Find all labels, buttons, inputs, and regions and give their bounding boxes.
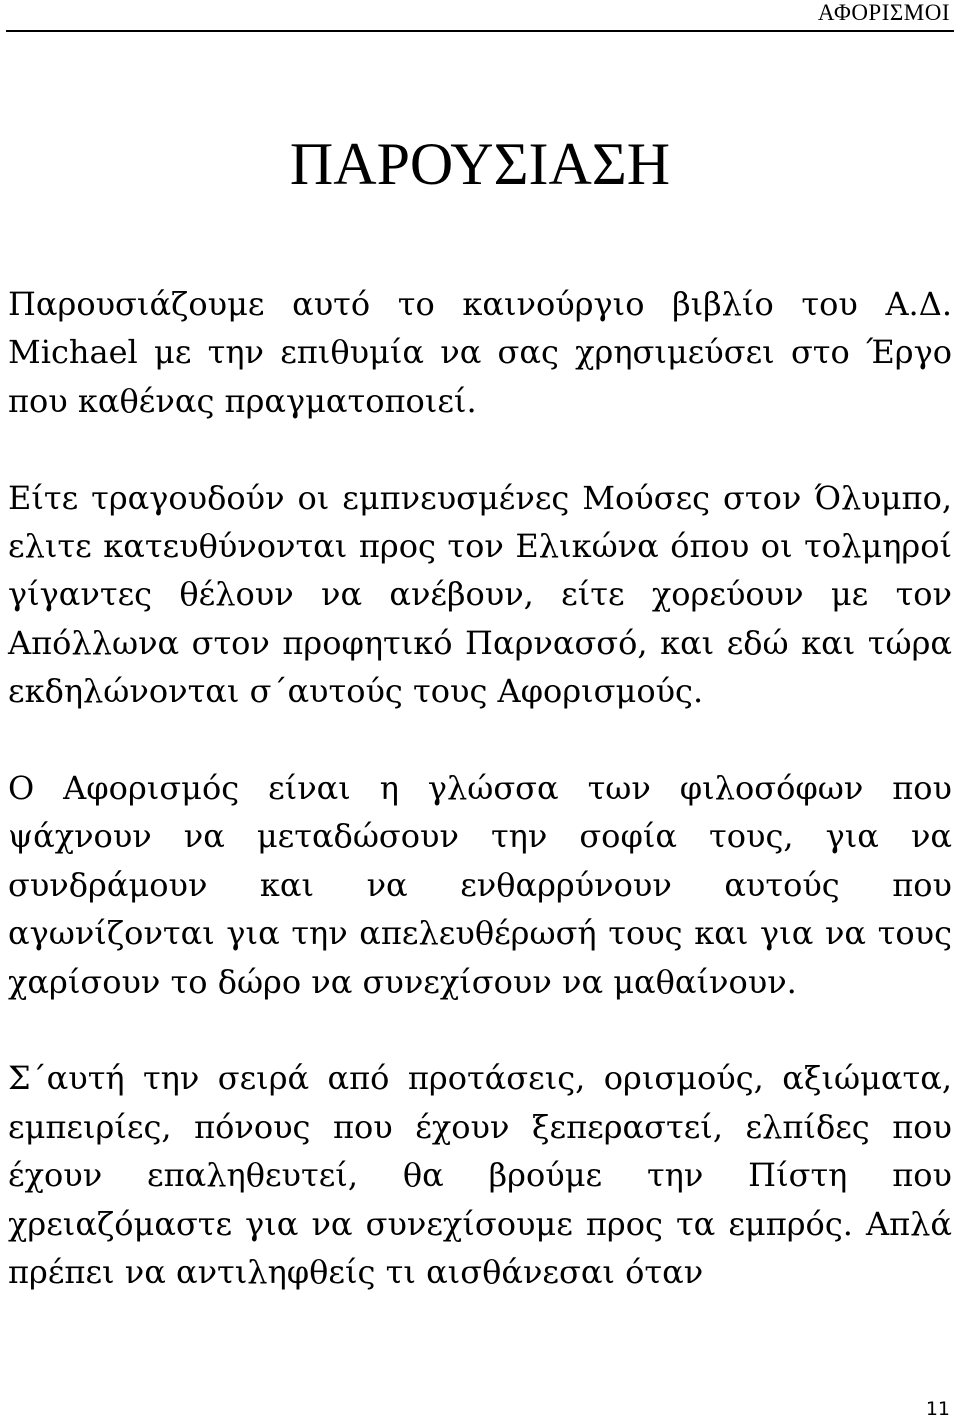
chapter-title: ΠΑΡΟΥΣΙΑΣΗ (289, 131, 671, 197)
paragraph-intro: Παρουσιάζουμε αυτό το καινούργιο βιβλίο του Α.Δ. Michael με την επιθυμία να σας χρησιμεύσει στο Έργο που καθένας πραγματοποιεί. (8, 285, 952, 420)
paragraph-series: Σ΄αυτή την σειρά από προτάσεις, ορισμούς, αξιώματα, εμπειρίες, πόνους που έχουν ξεπεραστεί, ελπίδες που έχουν επαληθευτεί, θα βρούμε την Πίστη που χρειαζόμαστε για να συνεχίσουμε προς τα εμπρός. Απλά πρέπει να αντιληφθείς τι αισθάνεσαι όταν (8, 1059, 952, 1292)
body-text (8, 280, 952, 1296)
paragraph-muses: Είτε τραγουδούν οι εμπνευσμένες Μούσες στον Όλυμπο, ελιτε κατευθύνονται προς τον Ελικώνα όπου οι τολμηροί γίγαντες θέλουν να ανέβουν, είτε χορεύουν με τον Απόλλωνα στον προφητικό Παρνασσό, και εδώ και τώρα εκδηλώνονται σ΄αυτούς τους Αφορισμούς. (8, 478, 952, 711)
page-number: 11 (925, 1398, 950, 1420)
paragraph-aphorism: Ο Αφορισμός είναι η γλώσσα των φιλοσόφων που ψάχνουν να μεταδώσουν την σοφία τους, για να συνδράμουν και να ενθαρρύνουν αυτούς που αγωνίζονται για την απελευθέρωσή τους και για να τους χαρίσουν το δώρο να συνεχίσουν να μαθαίνουν. (8, 769, 952, 1001)
running-header: ΑΦΟΡΙΣΜΟΙ (817, 0, 950, 25)
header-rule (6, 30, 954, 32)
